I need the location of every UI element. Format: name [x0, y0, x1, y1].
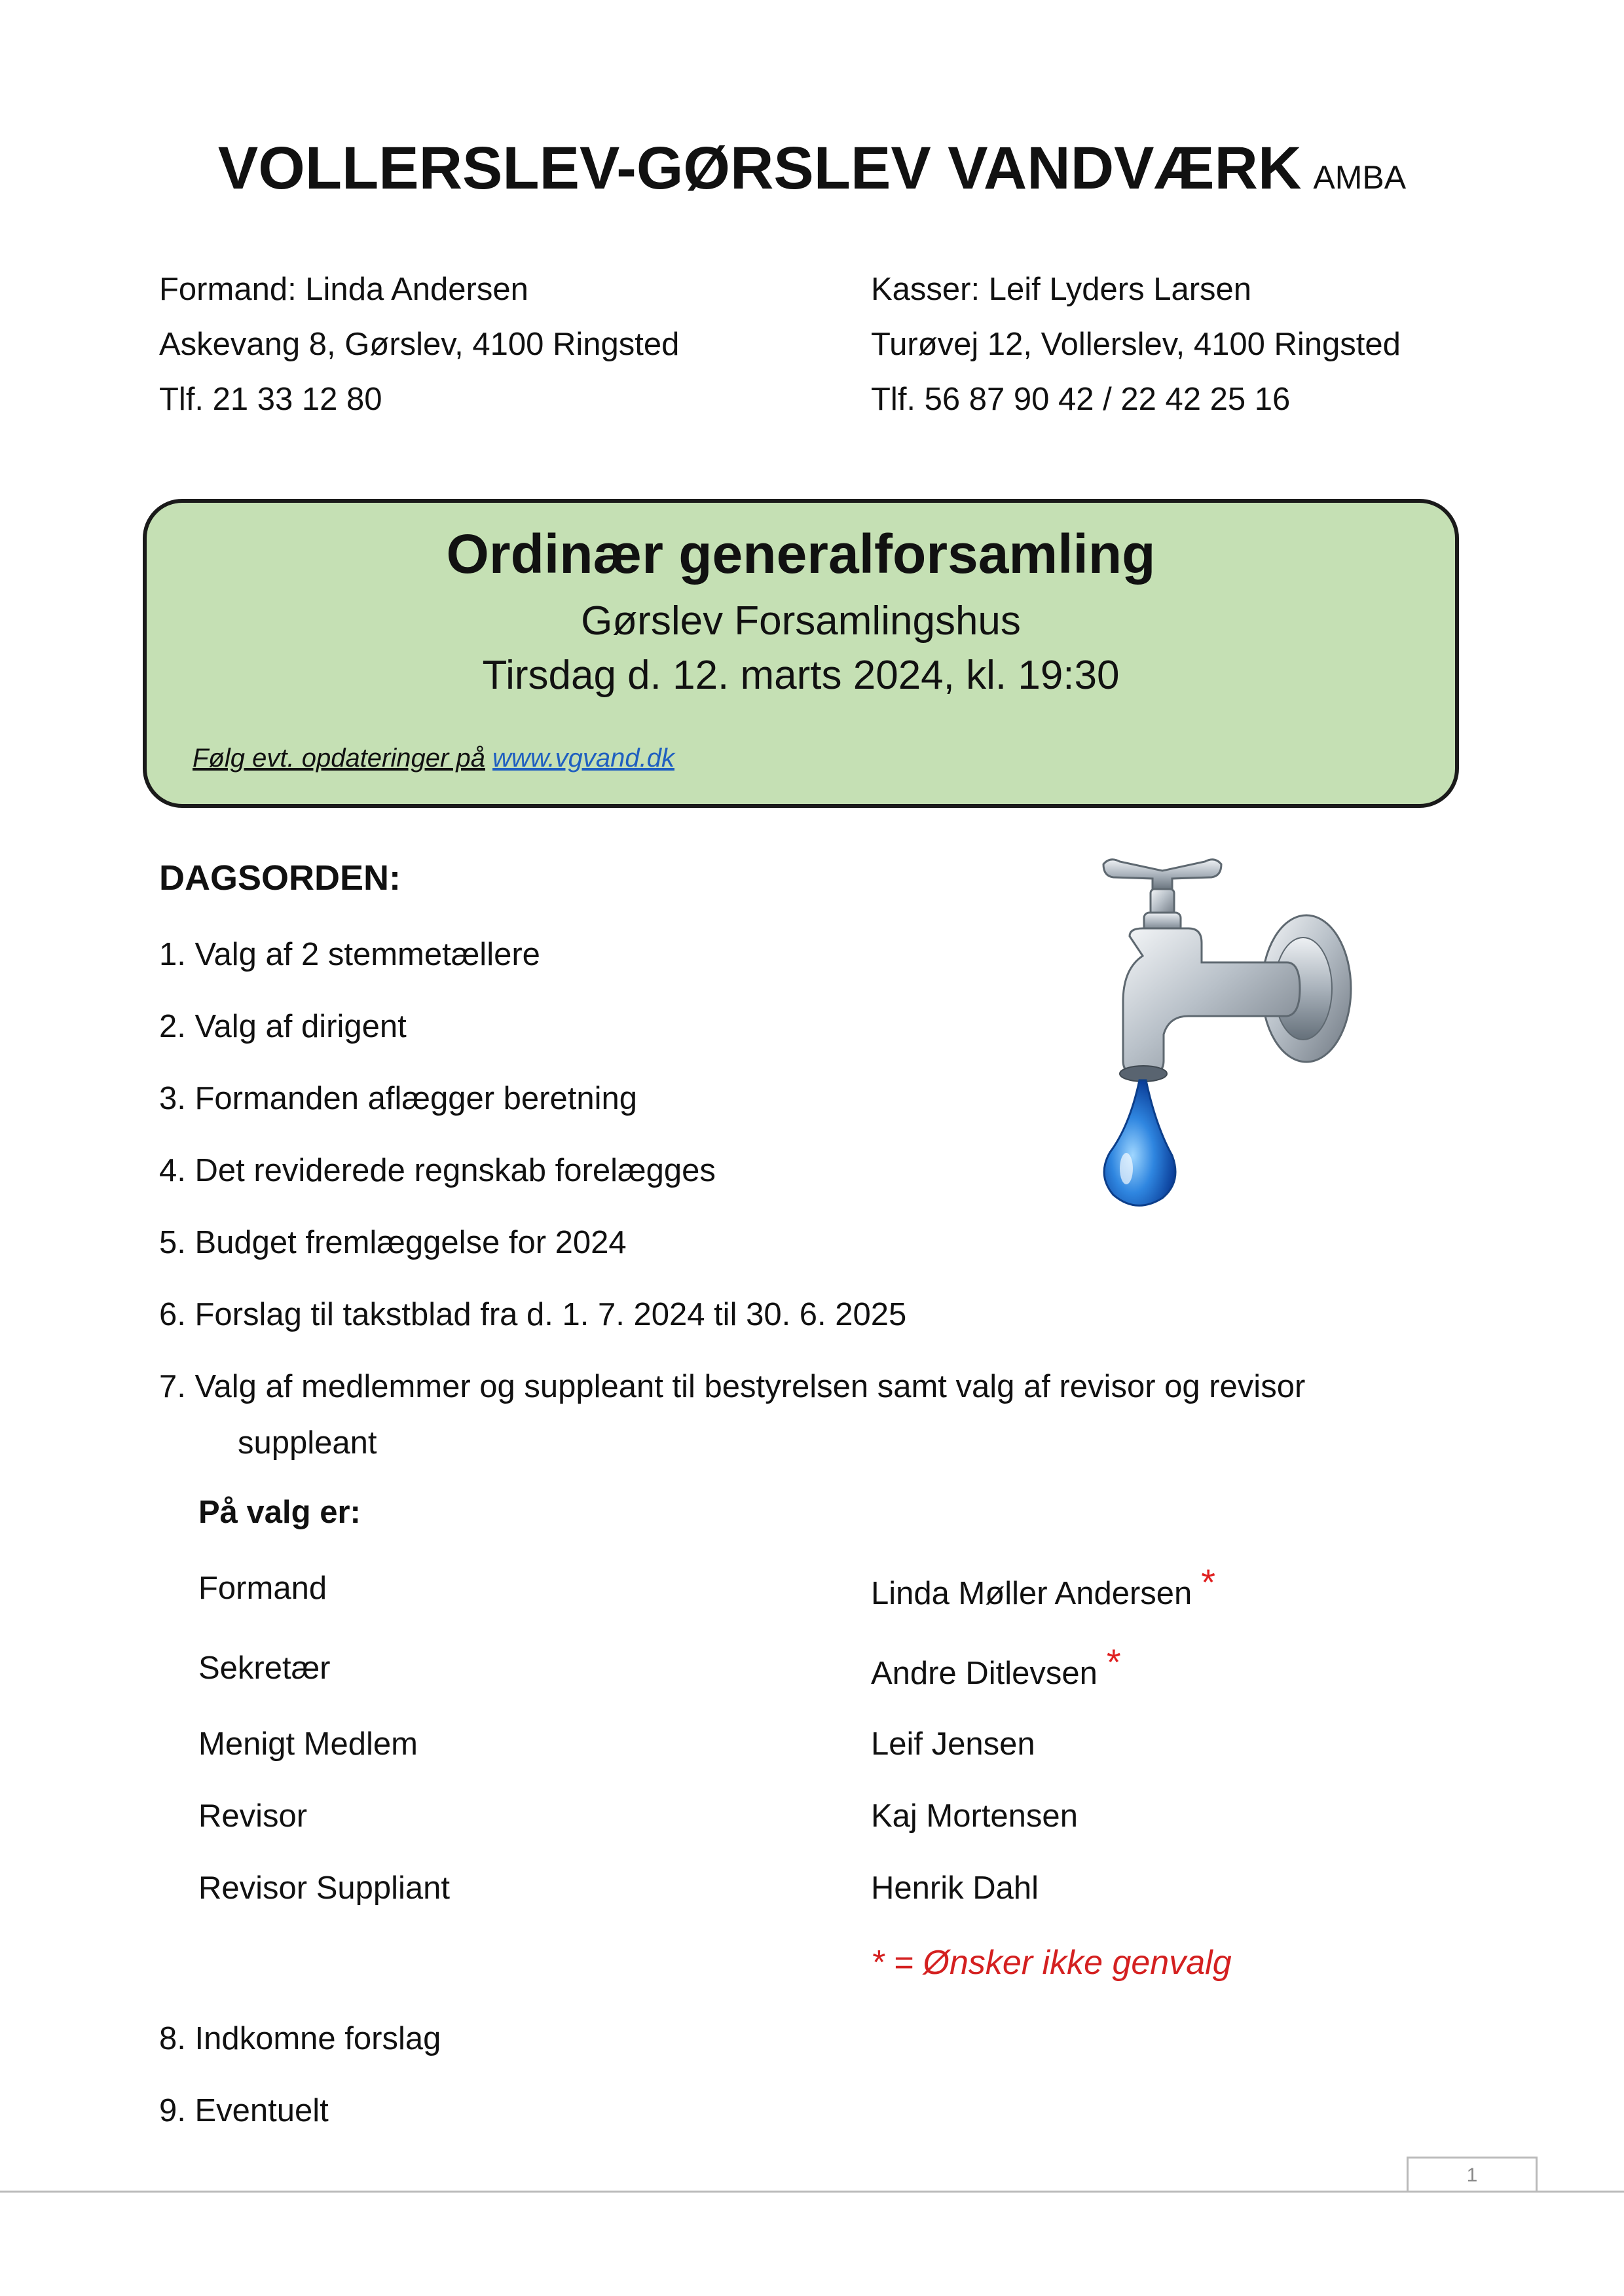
- asterisk-icon: *: [1106, 1641, 1121, 1683]
- contact-left: [159, 262, 679, 427]
- document-title: [0, 134, 1624, 203]
- agenda-item: 7. Valg af medlemmer og suppleant til bestyrelsen samt valg af revisor og revisor: [159, 1369, 1306, 1404]
- water-tap-icon: [1090, 845, 1372, 1211]
- treasurer-address: Turøvej 12, Vollerslev, 4100 Ringsted: [871, 327, 1401, 362]
- agenda-item: 8. Indkomne forslag: [159, 2021, 441, 2056]
- election-name: [871, 1561, 1216, 1613]
- website-link[interactable]: www.vgvand.dk: [492, 744, 674, 773]
- meeting-box: [143, 499, 1459, 808]
- meeting-title: Ordinær generalforsamling: [446, 523, 1156, 585]
- org-suffix: AMBA: [1313, 159, 1407, 196]
- org-name: VOLLERSLEV-GØRSLEV VANDVÆRK: [217, 135, 1302, 202]
- agenda-item-continuation: suppleant: [238, 1425, 377, 1461]
- candidate-name: Linda Møller Andersen: [871, 1576, 1192, 1611]
- treasurer-phone: Tlf. 56 87 90 42 / 22 42 25 16: [871, 382, 1291, 417]
- agenda-item: 5. Budget fremlæggelse for 2024: [159, 1225, 627, 1260]
- agenda-item: 1. Valg af 2 stemmetællere: [159, 937, 540, 972]
- election-role: Revisor: [198, 1798, 308, 1834]
- page-number: 1: [1407, 2157, 1538, 2191]
- meeting-datetime: Tirsdag d. 12. marts 2024, kl. 19:30: [482, 653, 1120, 698]
- chairman-line: Formand: Linda Andersen: [159, 272, 528, 307]
- election-role: Menigt Medlem: [198, 1726, 418, 1762]
- election-name: Leif Jensen: [871, 1726, 1035, 1762]
- election-role: Revisor Suppliant: [198, 1870, 451, 1906]
- update-note: [193, 744, 674, 773]
- election-role: Sekretær: [198, 1650, 331, 1686]
- agenda-heading: DAGSORDEN:: [159, 858, 401, 898]
- treasurer-line: Kasser: Leif Lyders Larsen: [871, 272, 1252, 307]
- chairman-address: Askevang 8, Gørslev, 4100 Ringsted: [159, 327, 680, 362]
- agenda-item: 4. Det reviderede regnskab forelægges: [159, 1153, 716, 1188]
- update-note-label: Følg evt. opdateringer på: [193, 744, 485, 773]
- election-name: [871, 1641, 1121, 1692]
- election-heading: På valg er:: [198, 1495, 361, 1530]
- candidate-name: Andre Ditlevsen: [871, 1656, 1098, 1691]
- footer-divider: [0, 2191, 1624, 2193]
- meeting-venue: Gørslev Forsamlingshus: [581, 598, 1021, 644]
- election-name: Henrik Dahl: [871, 1870, 1039, 1906]
- chairman-phone: Tlf. 21 33 12 80: [159, 382, 382, 417]
- agenda-item: 6. Forslag til takstblad fra d. 1. 7. 2024 til 30. 6. 2025: [159, 1297, 907, 1332]
- agenda-item: 2. Valg af dirigent: [159, 1009, 407, 1044]
- election-name: Kaj Mortensen: [871, 1798, 1078, 1834]
- election-role: Formand: [198, 1571, 327, 1606]
- agenda-item: 9. Eventuelt: [159, 2093, 329, 2128]
- contact-right: [871, 262, 1401, 427]
- asterisk-icon: *: [1201, 1561, 1216, 1603]
- election-legend: * = Ønsker ikke genvalg: [871, 1944, 1232, 1982]
- agenda-item: 3. Formanden aflægger beretning: [159, 1081, 637, 1116]
